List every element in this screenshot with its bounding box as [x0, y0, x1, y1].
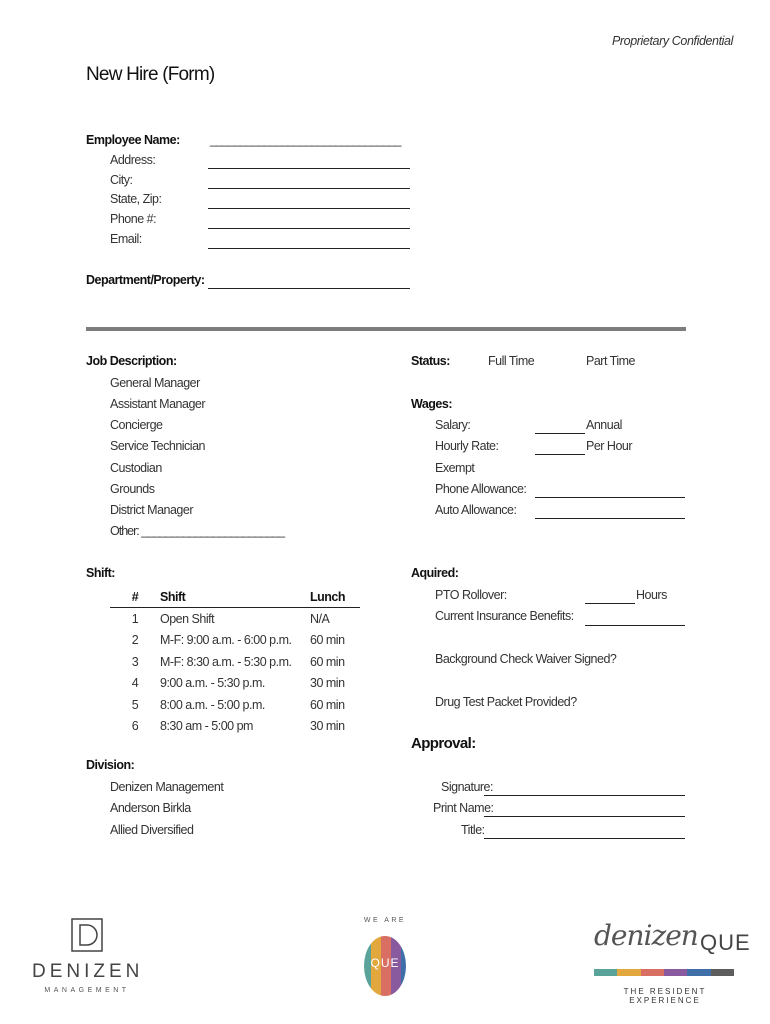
job-option[interactable]: Grounds — [110, 482, 155, 496]
hourly-rate-label: Hourly Rate: — [435, 439, 499, 453]
background-check-label[interactable]: Background Check Waiver Signed? — [435, 652, 617, 666]
section-divider — [86, 327, 686, 331]
city-label: City: — [110, 173, 133, 187]
table-row[interactable] — [110, 673, 360, 695]
pto-rollover-field[interactable] — [585, 603, 635, 604]
address-field[interactable] — [208, 168, 410, 169]
employee-name-label: Employee Name: — [86, 133, 180, 147]
table-row[interactable] — [110, 608, 360, 630]
we-are-text: WE ARE — [363, 917, 407, 924]
phone-allowance-label: Phone Allowance: — [435, 482, 527, 496]
job-option[interactable]: District Manager — [110, 503, 193, 517]
denizen-subtitle: MANAGEMENT — [44, 987, 130, 994]
insurance-field[interactable] — [585, 625, 685, 626]
table-row[interactable] — [110, 651, 360, 673]
shift-number: 2 — [131, 633, 139, 648]
hourly-unit: Per Hour — [586, 439, 633, 453]
shift-number: 1 — [131, 611, 139, 626]
drug-test-label[interactable]: Drug Test Packet Provided? — [435, 695, 577, 709]
shift-lunch: N/A — [310, 611, 330, 626]
division-option[interactable]: Denizen Management — [110, 780, 224, 794]
shift-time: 8:30 am - 5:00 pm — [160, 719, 253, 734]
phone-label: Phone #: — [110, 212, 157, 226]
job-option[interactable]: Concierge — [110, 418, 163, 432]
department-field[interactable] — [208, 288, 410, 289]
pto-rollover-label: PTO Rollover: — [435, 588, 507, 602]
shift-table — [110, 586, 360, 737]
city-field[interactable] — [208, 188, 410, 189]
denizen-que-logo — [592, 915, 751, 1005]
phone-allowance-field[interactable] — [535, 497, 685, 498]
denizen-script-text: denizen — [594, 919, 698, 952]
division-option[interactable]: Anderson Birkla — [110, 801, 191, 815]
approval-heading: Approval: — [411, 735, 476, 752]
shift-lunch: 60 min — [310, 633, 345, 648]
job-other-field[interactable]: Other: ________________________ — [110, 524, 285, 538]
print-name-label: Print Name: — [433, 801, 494, 815]
shift-heading: Shift: — [86, 566, 115, 580]
shift-col-shift: Shift — [160, 586, 310, 608]
salary-label: Salary: — [435, 418, 471, 432]
table-row[interactable] — [110, 694, 360, 716]
salary-unit: Annual — [586, 418, 622, 432]
state-zip-label: State, Zip: — [110, 192, 162, 206]
pto-unit: Hours — [636, 588, 667, 602]
shift-time: 8:00 a.m. - 5:00 p.m. — [160, 697, 265, 712]
state-zip-field[interactable] — [208, 208, 410, 209]
title-field[interactable] — [484, 838, 685, 839]
exempt-option[interactable]: Exempt — [435, 461, 475, 475]
job-option[interactable]: Custodian — [110, 461, 162, 475]
shift-col-lunch: Lunch — [310, 586, 360, 608]
salary-field[interactable] — [535, 433, 585, 434]
table-row[interactable] — [110, 630, 360, 652]
insurance-label: Current Insurance Benefits: — [435, 609, 574, 623]
print-name-field[interactable] — [484, 816, 685, 817]
address-label: Address: — [110, 153, 156, 167]
shift-time: Open Shift — [160, 611, 215, 626]
tagline: THE RESIDENT EXPERIENCE — [623, 987, 707, 1005]
shift-table-header — [110, 586, 360, 608]
job-option[interactable]: Service Technician — [110, 439, 205, 453]
acquired-heading: Aquired: — [411, 566, 459, 580]
shift-number: 4 — [131, 676, 139, 691]
auto-allowance-field[interactable] — [535, 518, 685, 519]
shift-time: M-F: 9:00 a.m. - 6:00 p.m. — [160, 633, 292, 648]
employee-name-field[interactable]: ________________________________ — [210, 133, 401, 147]
signature-field[interactable] — [484, 795, 685, 796]
wages-heading: Wages: — [411, 397, 452, 411]
shift-number: 3 — [131, 654, 139, 669]
email-label: Email: — [110, 232, 142, 246]
page-title: New Hire (Form) — [86, 64, 215, 85]
signature-label: Signature: — [441, 780, 493, 794]
que-badge-text: QUE — [370, 956, 400, 970]
table-row[interactable] — [110, 716, 360, 738]
auto-allowance-label: Auto Allowance: — [435, 503, 517, 517]
status-label: Status: — [411, 354, 450, 368]
division-option[interactable]: Allied Diversified — [110, 823, 194, 837]
division-heading: Division: — [86, 758, 135, 772]
denizen-management-logo — [32, 914, 142, 999]
shift-number: 6 — [131, 719, 139, 734]
shift-col-number: # — [110, 586, 160, 608]
color-stripe — [594, 969, 734, 976]
shift-time: M-F: 8:30 a.m. - 5:30 p.m. — [160, 654, 292, 669]
email-field[interactable] — [208, 248, 410, 249]
shift-lunch: 30 min — [310, 676, 345, 691]
que-wordmark: QUE — [700, 930, 751, 955]
shift-lunch: 60 min — [310, 697, 345, 712]
status-full-time[interactable]: Full Time — [488, 354, 535, 368]
denizen-wordmark: DENIZEN — [32, 961, 144, 982]
shift-time: 9:00 a.m. - 5:30 p.m. — [160, 676, 265, 691]
job-option[interactable]: General Manager — [110, 376, 200, 390]
job-option[interactable]: Assistant Manager — [110, 397, 206, 411]
department-label: Department/Property: — [86, 273, 205, 287]
shift-lunch: 30 min — [310, 719, 345, 734]
shift-number: 5 — [131, 697, 139, 712]
denizen-d-icon — [32, 914, 142, 959]
title-label: Title: — [461, 823, 485, 837]
job-description-heading: Job Description: — [86, 354, 177, 368]
status-part-time[interactable]: Part Time — [586, 354, 635, 368]
phone-field[interactable] — [208, 228, 410, 229]
we-are-que-logo — [355, 914, 415, 998]
hourly-rate-field[interactable] — [535, 454, 585, 455]
confidential-notice: Proprietary Confidential — [611, 34, 733, 48]
shift-lunch: 60 min — [310, 654, 345, 669]
